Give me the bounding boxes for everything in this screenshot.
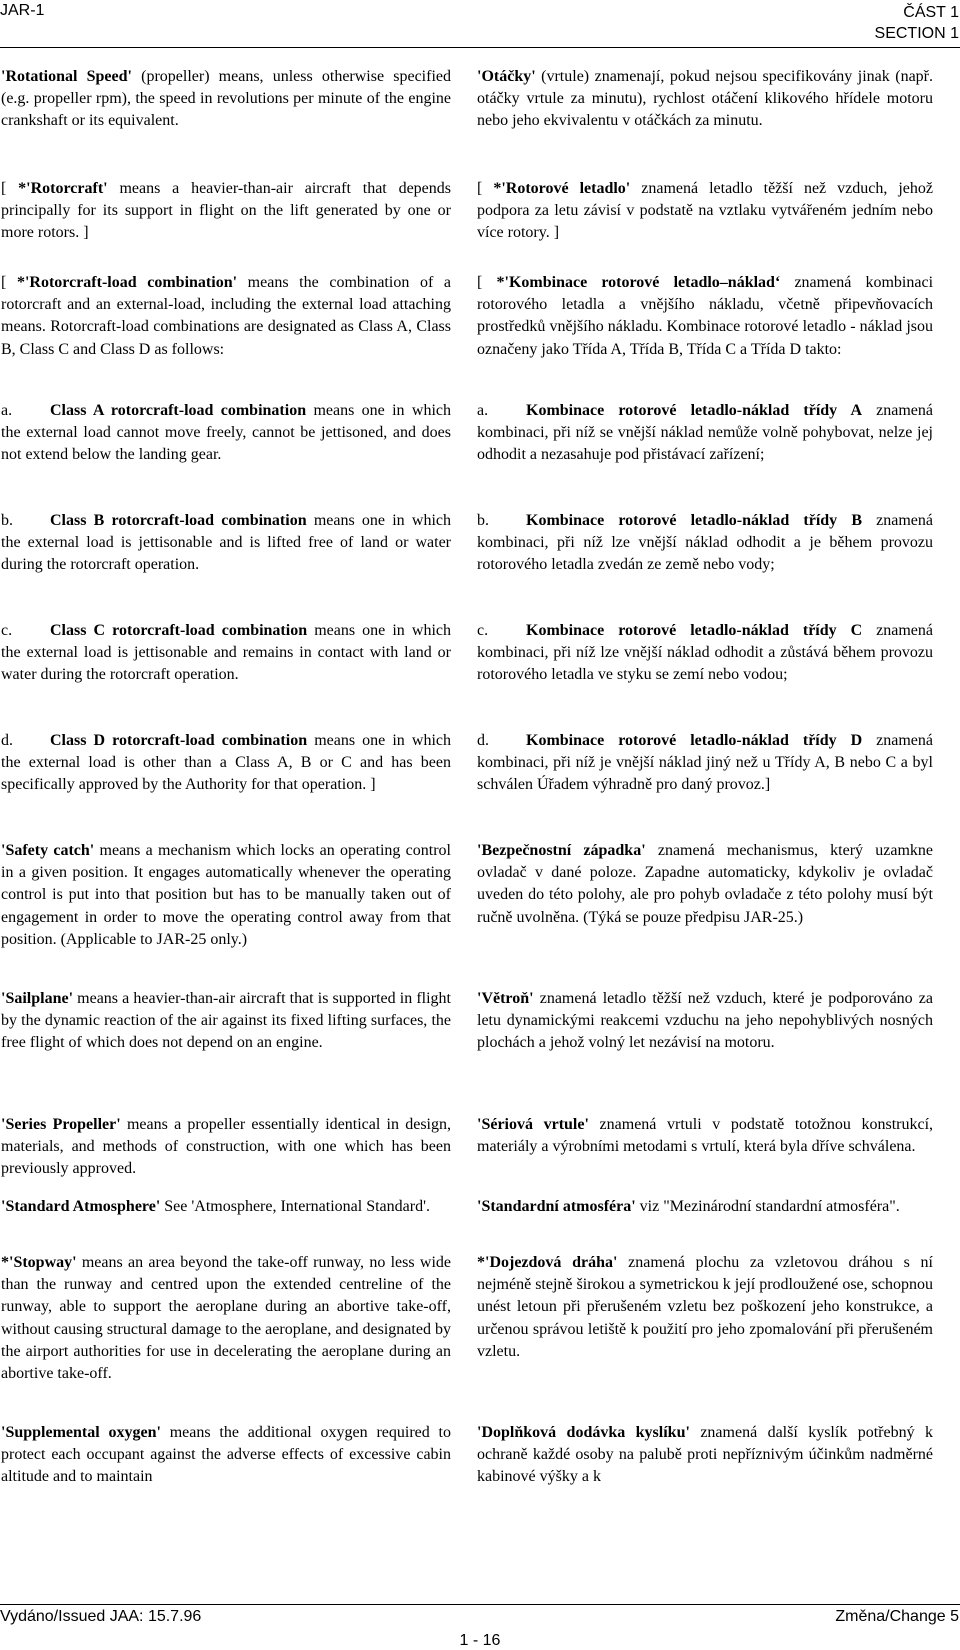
term-label: 'Sailplane' <box>1 990 74 1007</box>
right-definition-7 <box>477 730 933 797</box>
definition-text: means one in which the external load is other than a Class A, B or C and has been specifically approved by the Authority for that operation. ] <box>1 732 451 794</box>
term-label: 'Otáčky' <box>477 68 536 85</box>
definition-text: viz "Mezinárodní standardní atmosféra". <box>635 1198 900 1215</box>
term-label: *'Rotorcraft' <box>18 180 108 197</box>
definition-text: znamená kombinaci rotorového letadla a vnějšího nákladu, včetně připevňovacích prostředků vnějšího nákladu. Kombinace rotorové letadlo - náklad jsou označeny jako Třída A, Třída B, Třída C a Třída D takto: <box>477 274 934 358</box>
term-label: *'Stopway' <box>1 1254 77 1271</box>
definition-text: znamená plochu za vzletovou dráhou s ní nejméně stejně širokou a symetrickou k její prodloužené ose, schopnou unést letoun při přerušeném vzletu bez poškození jeho konstrukce, a určenou správou letiště k použití pro jeho zpomalování při přerušeném vzletu. <box>477 1254 933 1360</box>
item-letter: c. <box>1 622 13 639</box>
right-definition-6 <box>477 620 933 687</box>
left-definition-3 <box>1 272 451 361</box>
left-definition-6 <box>1 620 451 687</box>
right-definition-10 <box>477 1114 933 1158</box>
definition-paragraph <box>477 510 933 577</box>
definition-text: means one in which the external load is jettisonable and is lifted free of land or water during the rotorcraft operation. <box>1 512 451 574</box>
page-number: 1 - 16 <box>459 1632 501 1649</box>
right-definition-2 <box>477 178 933 245</box>
definition-paragraph <box>1 840 451 951</box>
term-label: *'Rotorové letadlo' <box>493 180 631 197</box>
left-definition-12 <box>1 1252 451 1385</box>
page-header <box>0 0 960 50</box>
definition-text: See 'Atmosphere, International Standard'. <box>160 1198 430 1215</box>
term-label: Kombinace rotorové letadlo-náklad třídy A <box>526 402 862 419</box>
definition-paragraph <box>1 66 451 133</box>
definition-paragraph <box>477 272 933 361</box>
left-definition-4 <box>1 400 451 467</box>
definition-paragraph <box>1 272 451 361</box>
definition-text: means one in which the external load cannot move freely, cannot be jettisoned, and does not extend below the landing gear. <box>1 402 451 464</box>
right-definition-11 <box>477 1196 933 1218</box>
right-definition-4 <box>477 400 933 467</box>
left-definition-5 <box>1 510 451 577</box>
definition-paragraph <box>477 620 933 687</box>
definition-paragraph <box>1 1422 451 1489</box>
definition-text: means a heavier-than-air aircraft that is supported in flight by the dynamic reaction of the air against its fixed lifting surfaces, the free flight of which does not depend on an engine. <box>1 990 451 1052</box>
definition-paragraph <box>477 66 933 133</box>
right-definition-1 <box>477 66 933 133</box>
term-label: Class A rotorcraft-load combination <box>50 402 307 419</box>
left-definition-8 <box>1 840 451 951</box>
definition-text: znamená letadlo těžší než vzduch, které je podporováno za letu dynamickými reakcemi vzduchu na jeho nepohyblivých nosných plochách a jehož volný let nezávisí na motoru. <box>477 990 933 1052</box>
definition-paragraph <box>477 730 933 797</box>
footer-issue-date: Vydáno/Issued JAA: 15.7.96 <box>0 1608 202 1625</box>
term-label: Class B rotorcraft-load combination <box>50 512 307 529</box>
header-document-id: JAR-1 <box>0 2 45 19</box>
term-label: Class C rotorcraft-load combination <box>50 622 308 639</box>
left-definition-2 <box>1 178 451 245</box>
definition-text: znamená mechanismus, který uzamkne ovladač v dané poloze. Zapadne automaticky, kdykoliv je ovladač uveden do této polohy, ale pro pohyb ovladače z této polohy musí být ručně uvolněna. (Týká se pouze předpisu JAR-25.) <box>477 842 933 926</box>
right-definition-12 <box>477 1252 933 1363</box>
footer-rule <box>0 1604 960 1605</box>
item-letter: a. <box>477 402 489 419</box>
term-label: *'Rotorcraft-load combination' <box>16 274 238 291</box>
definition-paragraph <box>477 1252 933 1363</box>
term-label: 'Standard Atmosphere' <box>1 1198 161 1215</box>
item-letter: d. <box>477 732 489 749</box>
term-label: 'Safety catch' <box>1 842 95 859</box>
definition-paragraph <box>1 620 451 687</box>
definition-text: znamená kombinaci, při níž lze vnější náklad odhodit a je během provozu rotorového letadla zvedán ze země nebo vody; <box>477 512 933 574</box>
definition-text: means a heavier-than-air aircraft that depends principally for its support in flight on the lift generated by one or more rotors. ] <box>1 180 451 242</box>
definition-text: (propeller) means, unless otherwise specified (e.g. propeller rpm), the speed in revolutions per minute of the engine crankshaft or its equivalent. <box>1 68 451 130</box>
definition-text: means a mechanism which locks an operating control in a given position. It engages automatically whenever the operating control is put into that position but has to be manually taken out of engagement in order to move the operating control away from that position. (Applicable to JAR-25 only.) <box>1 842 451 948</box>
left-definition-7 <box>1 730 451 797</box>
definition-paragraph <box>477 1196 933 1218</box>
left-definition-11 <box>1 1196 451 1218</box>
term-label: Kombinace rotorové letadlo-náklad třídy C <box>526 622 863 639</box>
definition-paragraph <box>477 400 933 467</box>
definition-text: znamená vrtuli v podstatě totožnou konstrukcí, materiály a výrobními metodami s vrtulí, která byla dříve schválena. <box>477 1116 934 1156</box>
definition-text: means a propeller essentially identical in design, materials, and methods of construction, with one which has been previously approved. <box>1 1116 451 1178</box>
term-label: 'Series Propeller' <box>1 1116 121 1133</box>
definition-paragraph <box>477 1114 933 1158</box>
definition-text: means an area beyond the take-off runway, no less wide than the runway and centred upon the extended centreline of the runway, able to support the aeroplane during an abortive take-off, without causing structural damage to the aeroplane, and designated by the airport authorities for use in decelerating the aeroplane during an abortive take-off. <box>1 1254 451 1383</box>
term-label: Kombinace rotorové letadlo-náklad třídy B <box>526 512 862 529</box>
amendment-bracket: [ <box>1 180 19 197</box>
term-label: 'Standardní atmosféra' <box>477 1198 636 1215</box>
item-letter: d. <box>1 732 13 749</box>
definition-text: znamená další kyslík potřebný k ochraně každé osoby na palubě proti nepříznivým účinkům nadměrné kabinové výšky a k <box>477 1424 933 1486</box>
definition-paragraph <box>477 840 933 929</box>
definition-text: znamená kombinaci, při níž je vnější náklad jiný než u Třídy A, B nebo C a byl schválen Úřadem výhradně pro daný provoz.] <box>477 732 933 794</box>
item-letter: b. <box>477 512 489 529</box>
definition-text: znamená kombinaci, při níž lze vnější náklad odhodit a zůstává během provozu rotorového letadla ve styku se zemí nebo vodou; <box>477 622 933 684</box>
header-rule <box>0 47 960 48</box>
item-letter: b. <box>1 512 13 529</box>
right-definition-13 <box>477 1422 933 1489</box>
item-letter: c. <box>477 622 489 639</box>
term-label: Class D rotorcraft-load combination <box>50 732 308 749</box>
left-definition-13 <box>1 1422 451 1489</box>
term-label: *'Kombinace rotorové letadlo–náklad‘ <box>496 274 781 291</box>
right-definition-3 <box>477 272 933 361</box>
definition-text: (vrtule) znamenají, pokud nejsou specifikovány jinak (např. otáčky vrtule za minutu), rychlost otáčení klikového hřídele motoru nebo jeho ekvivalentu v otáčkách za minutu. <box>477 68 933 130</box>
term-label: 'Větroň' <box>477 990 534 1007</box>
definition-text: znamená letadlo těžší než vzduch, jehož podpora za letu závisí v podstatě na vztlaku vytvářeném jedním nebo více rotory. ] <box>477 180 933 242</box>
term-label: *'Dojezdová dráha' <box>477 1254 618 1271</box>
definition-paragraph <box>477 988 933 1055</box>
left-definition-9 <box>1 988 451 1055</box>
right-definition-5 <box>477 510 933 577</box>
definition-text: znamená kombinaci, při níž se vnější náklad nemůže volně pohybovat, nelze jej odhodit a nezasahuje pod přistávací zařízení; <box>477 402 933 464</box>
header-section <box>875 2 959 44</box>
definition-paragraph <box>1 178 451 245</box>
definition-paragraph <box>1 1114 451 1181</box>
amendment-bracket: [ <box>477 274 497 291</box>
page-footer <box>0 1604 960 1650</box>
right-definition-9 <box>477 988 933 1055</box>
definition-text: means the combination of a rotorcraft and an external-load, including the external load attaching means. Rotorcraft-load combinations are designated as Class A, Class B, Class C and Class D as follows: <box>1 274 451 358</box>
amendment-bracket: [ <box>477 180 494 197</box>
definition-paragraph <box>1 1252 451 1385</box>
term-label: 'Supplemental oxygen' <box>1 1424 161 1441</box>
definition-paragraph <box>477 178 933 245</box>
definition-paragraph <box>1 730 451 797</box>
definition-paragraph <box>1 510 451 577</box>
footer-change-number: Změna/Change 5 <box>835 1608 959 1625</box>
definition-paragraph <box>1 1196 451 1218</box>
header-section-english: SECTION 1 <box>874 25 959 42</box>
left-definition-1 <box>1 66 451 133</box>
header-section-czech: ČÁST 1 <box>903 4 959 21</box>
left-definition-10 <box>1 1114 451 1181</box>
term-label: 'Bezpečnostní západka' <box>477 842 646 859</box>
amendment-bracket: [ <box>1 274 17 291</box>
term-label: 'Rotational Speed' <box>1 68 132 85</box>
term-label: 'Sériová vrtule' <box>477 1116 589 1133</box>
definition-paragraph <box>1 400 451 467</box>
definition-text: means the additional oxygen required to protect each occupant against the adverse effects of excessive cabin altitude and to maintain <box>1 1424 451 1486</box>
term-label: Kombinace rotorové letadlo-náklad třídy D <box>526 732 863 749</box>
definition-paragraph <box>477 1422 933 1489</box>
definition-paragraph <box>1 988 451 1055</box>
item-letter: a. <box>1 402 13 419</box>
definition-text: means one in which the external load is jettisonable and remains in contact with land or water during the rotorcraft operation. <box>1 622 451 684</box>
right-definition-8 <box>477 840 933 929</box>
term-label: 'Doplňková dodávka kyslíku' <box>477 1424 690 1441</box>
